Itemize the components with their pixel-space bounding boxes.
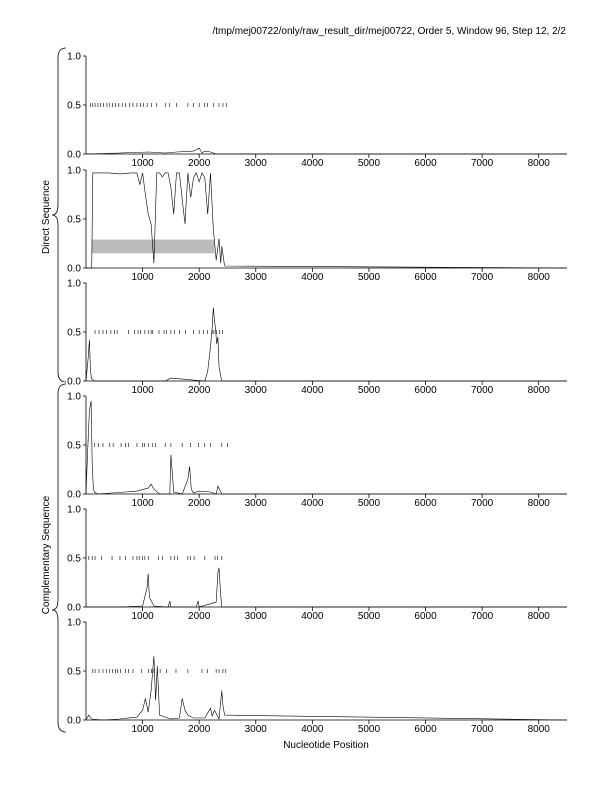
complementary-sequence-brace (52, 384, 66, 732)
series-line (86, 173, 567, 268)
panel-3 (67, 279, 567, 397)
y-tick-label: 0.0 (67, 263, 81, 275)
y-tick-label: 0.0 (67, 715, 81, 727)
x-tick-label: 2000 (188, 724, 211, 735)
y-tick-label: 0.5 (67, 553, 81, 565)
y-tick-label: 1.0 (67, 278, 81, 290)
x-tick-label: 8000 (527, 385, 550, 396)
x-tick-label: 4000 (301, 498, 324, 509)
x-tick-label: 1000 (131, 158, 154, 169)
x-tick-label: 3000 (244, 498, 267, 509)
y-tick-label: 0.0 (67, 602, 81, 614)
y-tick-label: 1.0 (67, 391, 81, 403)
chart-panels (67, 52, 567, 736)
x-tick-label: 7000 (470, 724, 494, 735)
x-axis-label: Nucleotide Position (283, 740, 369, 751)
x-tick-label: 4000 (301, 158, 324, 169)
x-tick-label: 3000 (244, 385, 267, 396)
series-line (86, 656, 567, 720)
series-line (86, 401, 567, 494)
x-tick-label: 3000 (244, 611, 267, 622)
x-tick-label: 1000 (131, 272, 154, 283)
x-tick-label: 8000 (527, 158, 550, 169)
y-tick-label: 0.5 (67, 327, 81, 339)
x-tick-label: 1000 (131, 724, 154, 735)
page-title: /tmp/mej00722/only/raw_result_dir/mej00722, Order 5, Window 96, Step 12, 2/2 (212, 26, 566, 37)
group-braces (52, 48, 66, 732)
x-tick-label: 2000 (188, 385, 211, 396)
x-tick-label: 8000 (527, 272, 550, 283)
x-tick-label: 7000 (470, 498, 494, 509)
x-tick-label: 5000 (357, 498, 381, 509)
x-tick-label: 7000 (470, 611, 494, 622)
y-tick-label: 1.0 (67, 165, 81, 177)
y-tick-label: 0.0 (67, 376, 81, 388)
complementary-sequence-label: Complementary Sequence (41, 495, 52, 615)
x-tick-label: 2000 (188, 611, 211, 622)
x-tick-label: 5000 (357, 385, 381, 396)
x-tick-label: 8000 (527, 611, 550, 622)
y-tick-label: 1.0 (67, 617, 81, 629)
x-tick-label: 2000 (188, 158, 211, 169)
panel-6 (67, 618, 567, 736)
x-tick-label: 6000 (414, 158, 437, 169)
x-tick-label: 1000 (131, 498, 154, 509)
x-tick-label: 4000 (301, 611, 324, 622)
panel-1 (67, 52, 567, 170)
x-tick-label: 6000 (414, 724, 437, 735)
series-line (86, 568, 567, 607)
x-tick-label: 6000 (414, 611, 437, 622)
x-tick-label: 5000 (357, 158, 381, 169)
x-tick-label: 2000 (188, 498, 211, 509)
panel-4 (67, 392, 567, 510)
y-tick-label: 0.0 (67, 489, 81, 501)
y-tick-label: 0.5 (67, 440, 81, 452)
x-tick-label: 5000 (357, 724, 381, 735)
series-line (86, 148, 567, 154)
x-tick-label: 3000 (244, 158, 267, 169)
x-tick-label: 7000 (470, 158, 494, 169)
y-tick-label: 0.5 (67, 100, 81, 112)
y-tick-label: 1.0 (67, 51, 81, 63)
x-tick-label: 6000 (414, 385, 437, 396)
x-tick-label: 8000 (527, 498, 550, 509)
y-tick-label: 1.0 (67, 504, 81, 516)
direct-sequence-label: Direct Sequence (41, 180, 52, 254)
y-tick-label: 0.0 (67, 149, 81, 161)
panel-5 (67, 505, 567, 623)
y-tick-label: 0.5 (67, 666, 81, 678)
x-tick-label: 4000 (301, 385, 324, 396)
x-tick-label: 1000 (131, 611, 154, 622)
x-tick-label: 1000 (131, 385, 154, 396)
x-tick-label: 3000 (244, 272, 267, 283)
x-tick-label: 5000 (357, 272, 381, 283)
x-tick-label: 4000 (301, 272, 324, 283)
x-tick-label: 6000 (414, 272, 437, 283)
x-tick-label: 6000 (414, 498, 437, 509)
y-tick-label: 0.5 (67, 214, 81, 226)
panel-2 (67, 166, 567, 284)
x-tick-label: 3000 (244, 724, 267, 735)
series-line (86, 308, 567, 382)
x-tick-label: 7000 (470, 385, 494, 396)
direct-sequence-brace (52, 48, 66, 382)
x-tick-label: 5000 (357, 611, 381, 622)
x-tick-label: 2000 (188, 272, 211, 283)
x-tick-label: 7000 (470, 272, 494, 283)
x-tick-label: 8000 (527, 724, 550, 735)
x-tick-label: 4000 (301, 724, 324, 735)
